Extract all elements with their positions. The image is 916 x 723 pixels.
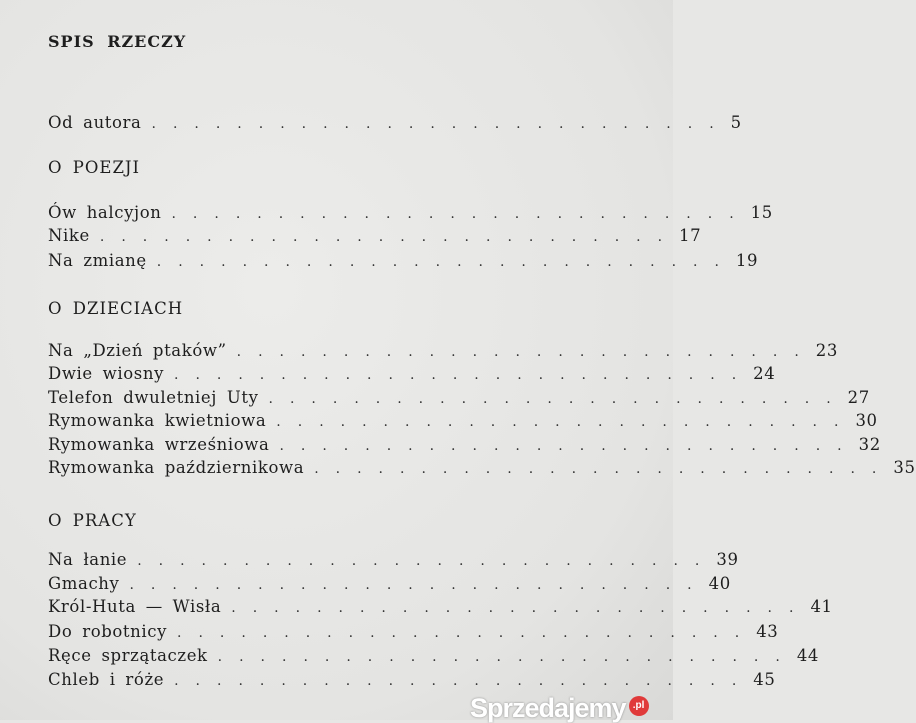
leader-dots: ........................... (174, 673, 754, 689)
entry-page: 5 (730, 113, 742, 132)
watermark-text: Sprzedajemy (470, 693, 626, 723)
toc-entry (48, 597, 833, 619)
entry-page: 43 (756, 622, 779, 641)
leader-dots: ........................... (276, 414, 856, 430)
leader-dots: ........................... (151, 116, 731, 132)
watermark-logo (470, 693, 649, 723)
section-heading: O PRACY (48, 511, 137, 530)
leader-dots: ........................... (231, 600, 811, 616)
leader-dots: ........................... (156, 254, 736, 270)
entry-title: Od autora (48, 113, 142, 132)
leader-dots: ........................... (314, 461, 894, 477)
toc-entry (48, 622, 779, 644)
entry-page: 44 (796, 646, 820, 665)
entry-title: Rymowanka październikowa (48, 458, 305, 477)
toc-entry (48, 411, 878, 433)
entry-page: 45 (753, 670, 776, 689)
toc-entry (48, 226, 702, 248)
entry-page: 39 (716, 550, 739, 569)
leader-dots: ........................... (171, 206, 751, 222)
leader-dots: ........................... (279, 438, 859, 454)
toc-entry (48, 251, 759, 273)
entry-title: Dwie wiosny (48, 364, 164, 383)
entry-page: 24 (753, 364, 776, 383)
entry-title: Na zmianę (48, 251, 147, 270)
entry-title: Chleb i róże (48, 670, 165, 689)
toc-entry (48, 646, 820, 668)
entry-page: 17 (679, 226, 702, 245)
entry-page: 40 (708, 574, 731, 593)
toc-entry (48, 670, 776, 692)
entry-page: 41 (810, 597, 833, 616)
entry-title: Ów halcyjon (48, 203, 162, 222)
toc-entry (48, 203, 773, 225)
entry-title: Nike (48, 226, 90, 245)
leader-dots: ........................... (174, 367, 754, 383)
toc-entry (48, 574, 731, 596)
entry-page: 32 (858, 435, 881, 454)
entry-title: Na „Dzień ptaków” (48, 341, 227, 360)
entry-title: Telefon dwuletniej Uty (48, 388, 259, 407)
entry-title: Król-Huta — Wisła (48, 597, 222, 616)
leader-dots: ........................... (217, 649, 797, 665)
leader-dots: ........................... (268, 391, 848, 407)
entry-title: Rymowanka wrześniowa (48, 435, 270, 454)
section-heading: O POEZJI (48, 158, 141, 177)
leader-dots: ........................... (129, 577, 709, 593)
entry-title: Rymowanka kwietniowa (48, 411, 267, 430)
leader-dots: ........................... (137, 553, 717, 569)
toc-entry (48, 364, 776, 386)
entry-title: Do robotnicy (48, 622, 168, 641)
entry-title: Gmachy (48, 574, 120, 593)
toc-entry (48, 458, 916, 480)
toc-entry (48, 388, 870, 410)
entry-title: Ręce sprzątaczek (48, 646, 208, 665)
leader-dots: ........................... (99, 229, 680, 245)
watermark-suffix: .pl (629, 696, 649, 716)
entry-page: 27 (847, 388, 870, 407)
toc-entry (48, 341, 838, 363)
entry-page: 23 (815, 341, 838, 360)
toc-entry (48, 550, 739, 572)
section-heading: O DZIECIACH (48, 299, 184, 318)
entry-page: 15 (750, 203, 773, 222)
entry-title: Na łanie (48, 550, 128, 569)
entry-page: 19 (735, 251, 759, 270)
leader-dots: ........................... (236, 344, 816, 360)
toc-entry (48, 435, 881, 457)
page-title: SPIS RZECZY (48, 32, 187, 51)
entry-page: 35 (893, 458, 916, 477)
entry-page: 30 (855, 411, 878, 430)
toc-entry (48, 113, 742, 135)
leader-dots: ........................... (177, 625, 757, 641)
